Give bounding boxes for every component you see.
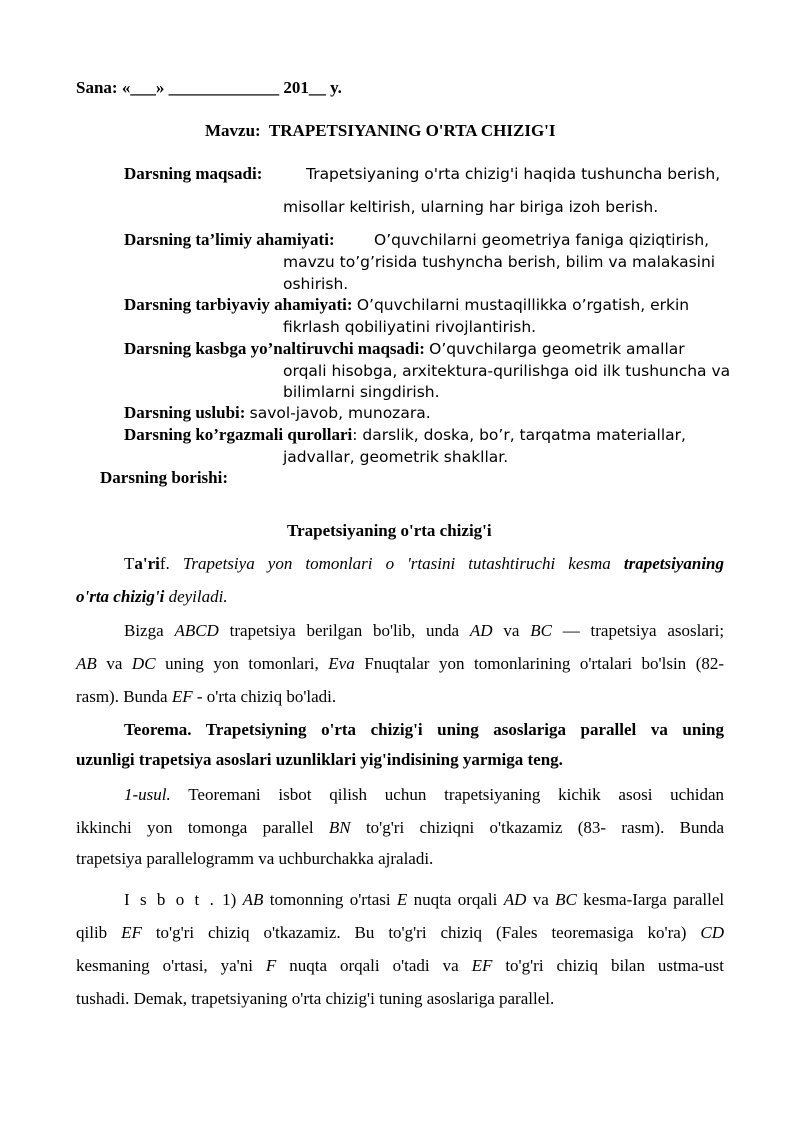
def-t: T — [124, 554, 135, 573]
p1-a: Bizga — [124, 621, 164, 640]
pr3-ef: EF — [471, 956, 493, 975]
proof-c: nuqta orqali — [413, 890, 498, 909]
p3-ef: EF — [171, 687, 193, 706]
method-1-line-2 — [76, 817, 724, 839]
proof-line-4: tushadi. Demak, trapetsiyaning o'rta chizig'i tuning asoslariga parallel. — [76, 989, 555, 1008]
theorem-line-1 — [124, 719, 724, 741]
p3-b: - o'rta chiziq bo'ladi. — [196, 687, 337, 706]
proof-b: tomonning o'rtasi — [269, 890, 391, 909]
theorem-label: Teorema. — [124, 720, 192, 739]
proof-line-1 — [124, 889, 724, 911]
def-term-2: o'rta chizig'i — [76, 587, 165, 606]
pr2-ef: EF — [121, 923, 142, 942]
definition-line-2 — [76, 586, 228, 608]
aids-line — [124, 424, 686, 446]
pr2-b: to'g'ri chiziq o'tkazamiz. Bu to'g'ri chiziq (Fales teoremasiga ko'ra) — [155, 923, 687, 942]
p1-ad: AD — [469, 621, 493, 640]
upbringing-label: Darsning tarbiyaviy ahamiyati: — [124, 295, 353, 314]
date-line: Sana: «___» _____________ 201__ y. — [76, 78, 342, 97]
p2-a: uning yon tomonlari, — [165, 654, 319, 673]
goal-text-2: misollar keltirish, ularning har biriga izoh berish. — [283, 198, 659, 216]
career-text-3: bilimlarni singdirish. — [283, 383, 440, 401]
method-1-line-1 — [124, 784, 724, 806]
edu-text-2: mavzu to’g’risida tushyncha berish, bilim va malakasini — [283, 253, 716, 271]
goal-label: Darsning maqsadi: — [124, 164, 263, 183]
method-1-text-2b: to'g'ri chiziqni o'tkazamiz (83- rasm). Bunda — [365, 818, 725, 837]
edu-text-1: O’quvchilarni geometriya faniga qiziqtirish, — [374, 231, 710, 249]
p2-ab: AB — [76, 654, 97, 673]
method-line — [124, 402, 431, 424]
p2-va: va — [106, 654, 123, 673]
def-text-1: Trapetsiya yon tomonlari o 'rtasini tutashtiruchi kesma — [182, 554, 611, 573]
pr3-b: nuqta orqali o'tadi va — [289, 956, 459, 975]
proof-line-2 — [76, 922, 724, 944]
aids-text-1: : darslik, doska, bo’r, tarqatma materiallar, — [352, 426, 686, 444]
theorem-text-1: Trapetsiyning o'rta chizig'i uning asoslariga parallel va uning — [205, 720, 724, 739]
aids-label: Darsning ko’rgazmali qurollari — [124, 425, 353, 444]
p1-c: — trapetsiya asoslari; — [562, 621, 725, 640]
proof-ad: AD — [503, 890, 527, 909]
def-text-2: deyiladi. — [168, 587, 228, 606]
def-ari: a'ri — [134, 554, 160, 573]
p2-b: Fnuqtalar yon tomonlarining o'rtalari bo'lsin (82- — [364, 654, 725, 673]
upbringing-text-2: fikrlash qobiliyatini rivojlantirish. — [283, 318, 537, 336]
pr3-c: to'g'ri chiziq bilan ustma-ust — [505, 956, 725, 975]
proof-line-3 — [76, 955, 724, 977]
method-text: savol-javob, munozara. — [249, 404, 431, 422]
p1-va: va — [503, 621, 520, 640]
pr3-f: F — [265, 956, 277, 975]
method-1-label: 1-usul. — [124, 785, 171, 804]
def-f: f. — [159, 554, 170, 573]
proof-e: E — [396, 890, 408, 909]
career-label: Darsning kasbga yo’naltiruvchi maqsadi: — [124, 339, 425, 358]
topic-label: Mavzu: — [205, 121, 261, 140]
section-title: Trapetsiyaning o'rta chizig'i — [287, 521, 492, 540]
pr2-cd: CD — [700, 923, 725, 942]
p1-abcd: ABCD — [174, 621, 219, 640]
proof-ab: AB — [242, 890, 264, 909]
paragraph-1-line-3 — [76, 686, 336, 708]
pr3-a: kesmaning o'rtasi, ya'ni — [76, 956, 253, 975]
p1-bc: BC — [530, 621, 552, 640]
edu-text-3: oshirish. — [283, 275, 349, 293]
proof-bc: BC — [555, 890, 577, 909]
proof-d: kesma-Iarga parallel — [583, 890, 725, 909]
career-text-2: orqali hisobga, arxitektura-qurilishga oid ilk tushuncha va — [283, 362, 731, 380]
topic-title: TRAPETSIYANING O'RTA CHIZIG'I — [268, 121, 556, 140]
p2-eva: Eva — [328, 654, 355, 673]
method-1-text-1: Teoremani isbot qilish uchun trapetsiyaning kichik asosi uchidan — [188, 785, 724, 804]
goal-text-1: Trapetsiyaning o'rta chizig'i haqida tushuncha berish, — [306, 165, 721, 183]
paragraph-1-line-1 — [124, 620, 724, 642]
method-label: Darsning uslubi: — [124, 403, 246, 422]
edu-label: Darsning ta’limiy ahamiyati: — [124, 230, 335, 249]
method-1-text-2a: ikkinchi yon tomonga parallel — [76, 818, 314, 837]
def-term-1: trapetsiyaning — [623, 554, 724, 573]
career-text-1: O’quvchilarga geometrik amallar — [429, 340, 685, 358]
upbringing-text-1: O’quvchilarni mustaqillikka o’rgatish, erkin — [356, 296, 690, 314]
theorem-line-2: uzunligi trapetsiya asoslari uzunliklari yig'indisining yarmiga teng. — [76, 750, 563, 769]
upbringing-line — [124, 294, 689, 316]
paragraph-1-line-2 — [76, 653, 724, 675]
proof-a: 1) — [222, 890, 237, 909]
career-line — [124, 338, 685, 360]
p3-a: rasm). Bunda — [76, 687, 168, 706]
proof-label: I s b o t . — [124, 890, 216, 909]
proof-va: va — [532, 890, 549, 909]
p1-b: trapetsiya berilgan bo'lib, unda — [229, 621, 460, 640]
method-1-line-3: trapetsiya parallelogramm va uchburchakka ajraladi. — [76, 849, 434, 868]
pr2-a: qilib — [76, 923, 108, 942]
method-1-bn: BN — [328, 818, 351, 837]
topic-heading — [205, 120, 556, 142]
aids-text-2: jadvallar, geometrik shakllar. — [283, 448, 509, 466]
definition-line-1 — [124, 553, 724, 575]
p2-dc: DC — [131, 654, 156, 673]
progress-label: Darsning borishi: — [100, 468, 228, 487]
